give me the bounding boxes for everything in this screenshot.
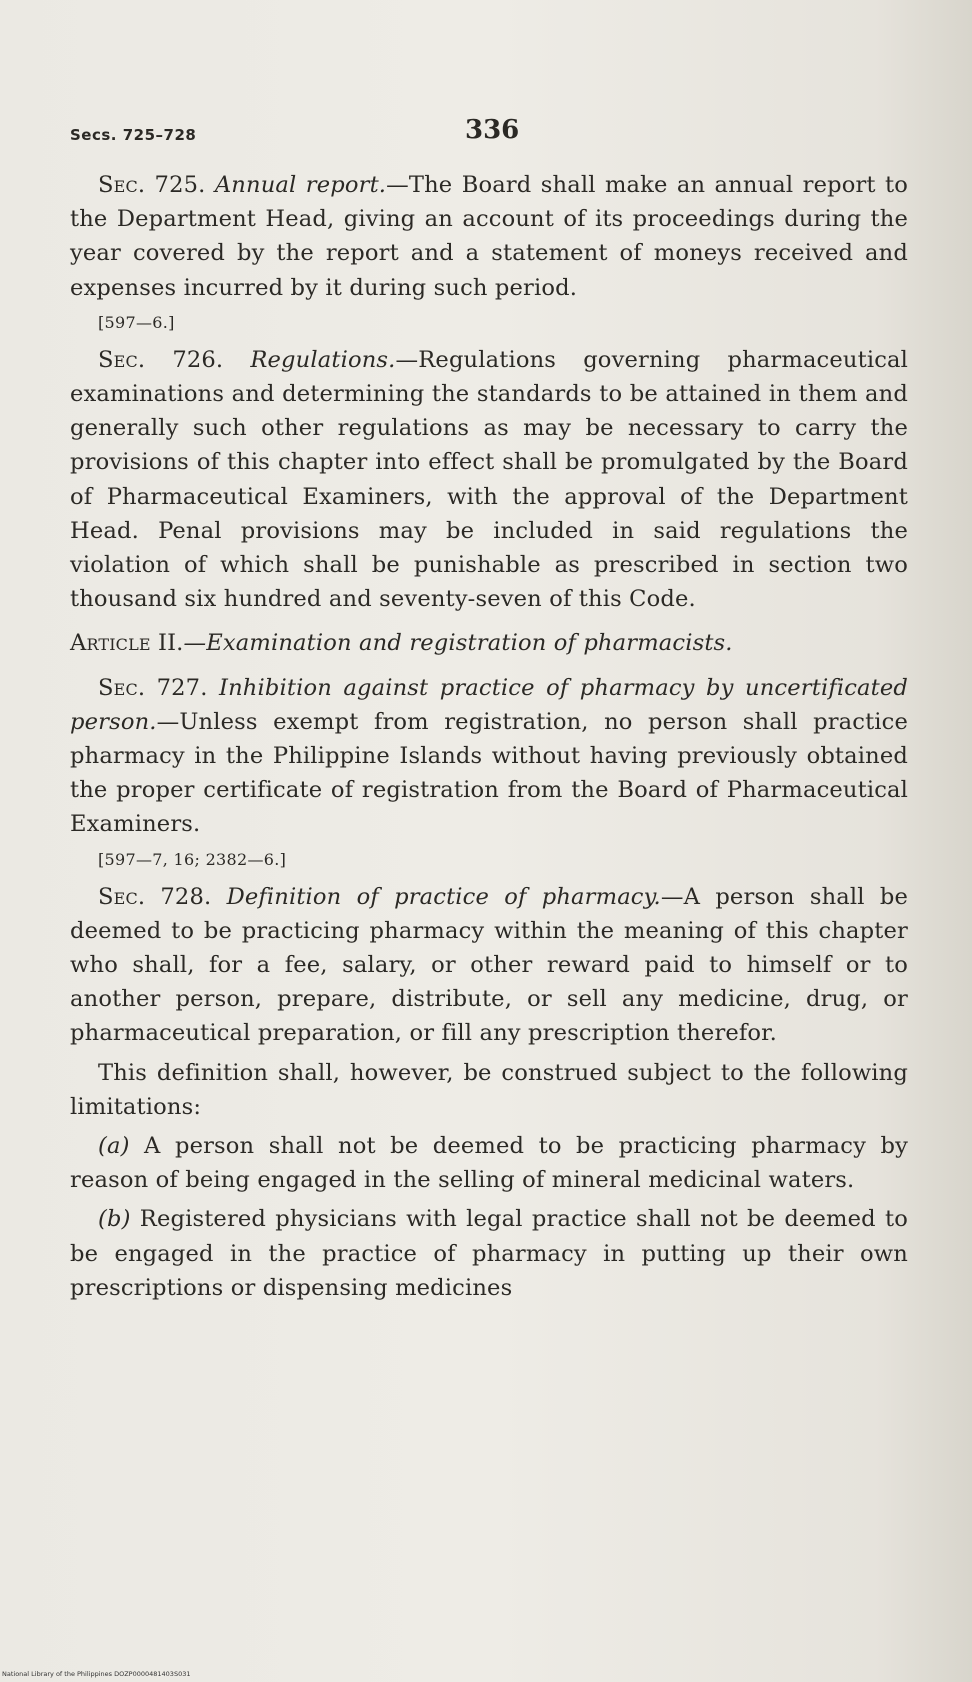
limitation-label: (b) (98, 1206, 131, 1233)
section-title: Annual report. (214, 172, 387, 198)
section-label: Sec. 725. (98, 172, 206, 198)
section-text: —A person shall be deemed to be practicing pharmacy within the meaning of this chapter who shall, for a fee, salary, or other reward paid to himself or to another person, prepare, distribute, or sell any medicine, drug, or pharmaceutical preparation, or fill any prescription therefor. (70, 883, 909, 1047)
section-text: —The Board shall make an annual report to the Department Head, giving an account of its proceedings during the year covered by the report and a statement of moneys received and expenses incurred by it during such period. (70, 172, 909, 301)
section-label: Sec. 727. (98, 674, 208, 701)
section-728 (70, 880, 908, 1051)
limitation-text: A person shall not be deemed to be practicing pharmacy by reason of being engaged in the selling of mineral medicinal waters. (70, 1133, 908, 1194)
section-title: Inhibition against practice of pharmacy by uncertificated person. (70, 674, 908, 735)
section-label: Sec. 728. (98, 883, 212, 910)
limitation-a (70, 1129, 908, 1197)
section-726 (70, 343, 908, 617)
limitation-label: (a) (98, 1133, 130, 1160)
section-label: Sec. 726. (98, 346, 224, 373)
section-727 (70, 671, 908, 842)
section-725 (70, 168, 908, 305)
limitation-b (70, 1202, 908, 1305)
running-head-sections: Secs. 725–728 (70, 126, 197, 144)
article-title: —Examination and registration of pharmacists. (183, 630, 733, 657)
article-label: Article II. (70, 630, 184, 657)
page-header (70, 110, 870, 150)
citation: [597—7, 16; 2382—6.] (98, 849, 287, 869)
section-text: —Regulations governing pharmaceutical examinations and determining the standards to be attained in them and generally such other regulations as may be necessary to carry the provisions of this chapter into effect shall be promulgated by the Board of Pharmaceutical Examiners, with the approval of the Department Head. Penal provisions may be included in said regulations the violation of which shall be punishable as prescribed in section two thousand six hundred and seventy-seven of this Code. (70, 346, 908, 613)
page-body (70, 168, 908, 1310)
section-title: Regulations. (250, 346, 396, 373)
page-number: 336 (465, 115, 520, 145)
citation: [597—6.] (98, 312, 175, 332)
scan-footer: National Library of the Philippines DOZP0000481403S031 (2, 1670, 191, 1678)
definition-note: This definition shall, however, be construed subject to the following limitations: (70, 1059, 908, 1120)
section-text: —Unless exempt from registration, no person shall practice pharmacy in the Philippine Islands without having previously obtained the proper certificate of registration from the Board of Pharmaceutical Examiners. (70, 708, 908, 838)
article-heading (70, 626, 908, 660)
limitation-text: Registered physicians with legal practice shall not be deemed to be engaged in the practice of pharmacy in putting up their own prescriptions or dispensing medicines (70, 1206, 908, 1301)
section-title: Definition of practice of pharmacy. (226, 883, 661, 910)
